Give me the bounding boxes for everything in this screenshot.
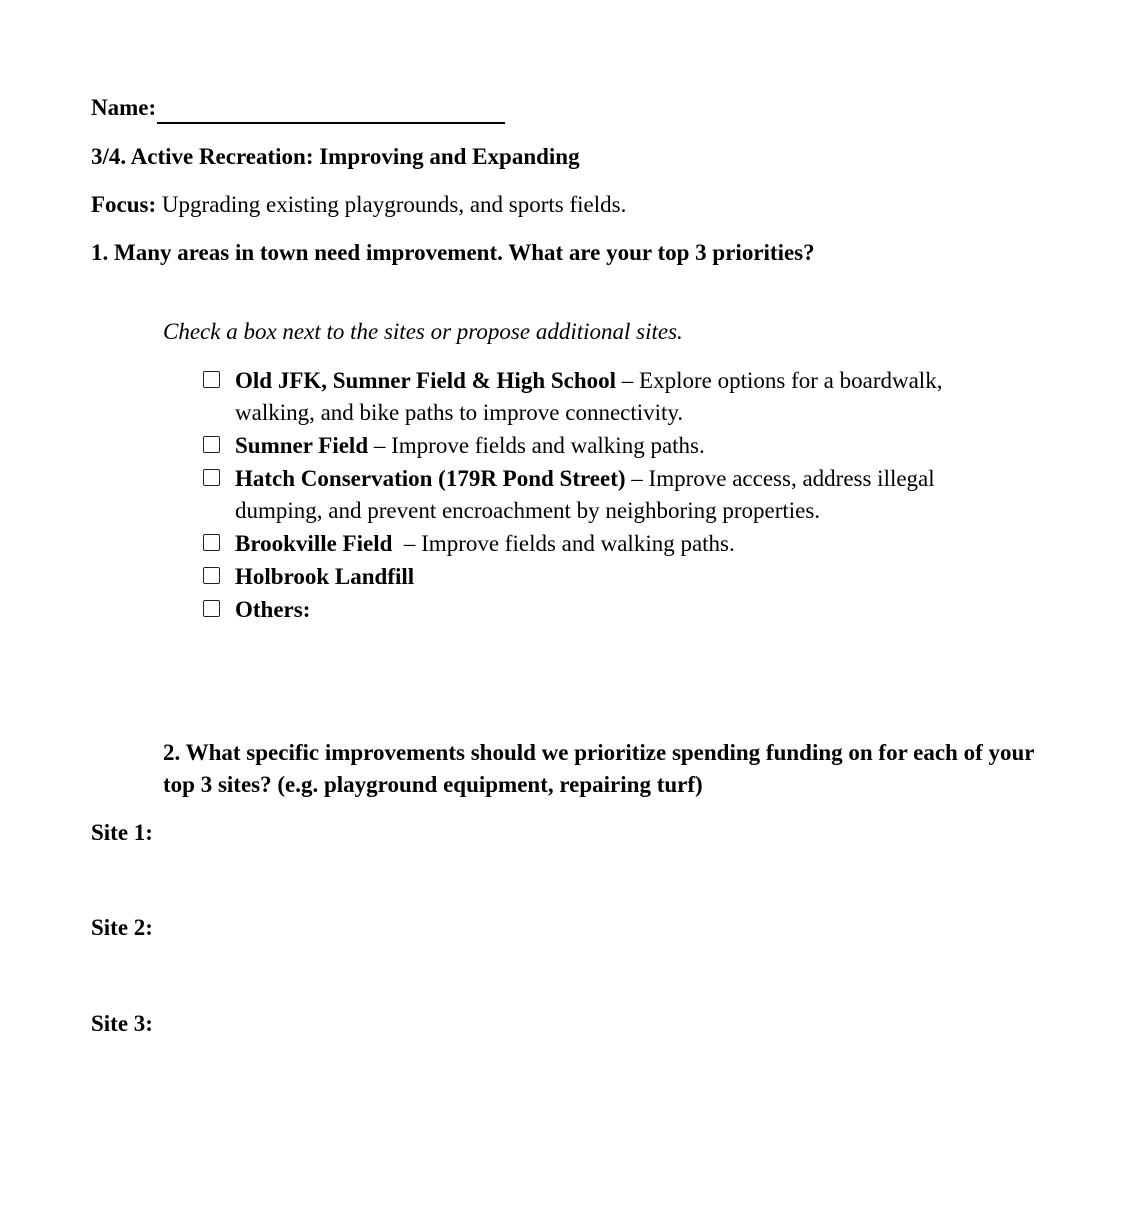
question-1: 1. Many areas in town need improvement. What are your top 3 priorities?: [91, 240, 815, 265]
option-description: – Improve access, address illegal dumping, and prevent encroachment by neighboring properties.: [235, 466, 935, 523]
option-hatch-conservation: [201, 463, 1001, 527]
name-label: Name:: [91, 95, 157, 120]
name-field-row: [91, 92, 505, 124]
name-input-line[interactable]: [157, 96, 505, 124]
option-brookville-field: [201, 528, 1001, 560]
site-options-list: [201, 365, 1001, 627]
option-title: Others:: [235, 597, 311, 622]
option-description: – Improve fields and walking paths.: [392, 531, 735, 556]
option-description: – Explore options for a boardwalk, walking, and bike paths to improve connectivity.: [235, 368, 943, 425]
focus-label: Focus:: [91, 192, 157, 217]
option-sumner-field: [201, 430, 1001, 462]
option-old-jfk: [201, 365, 1001, 429]
focus-line: [91, 189, 626, 221]
option-title: Hatch Conservation (179R Pond Street): [235, 466, 626, 491]
checkbox[interactable]: [203, 371, 220, 388]
question-2: 2. What specific improvements should we prioritize spending funding on for each of your top 3 sites? (e.g. playground equipment, repairing turf): [163, 740, 1035, 797]
site-3-label: Site 3:: [91, 1011, 153, 1036]
checkbox[interactable]: [203, 534, 220, 551]
checkbox[interactable]: [203, 469, 220, 486]
section-title: 3/4. Active Recreation: Improving and Expanding: [91, 144, 580, 169]
focus-text: Upgrading existing playgrounds, and sports fields.: [156, 192, 627, 217]
option-title: Old JFK, Sumner Field & High School: [235, 368, 617, 393]
option-title: Brookville Field: [235, 531, 393, 556]
site-1-label: Site 1:: [91, 820, 153, 845]
site-2-label: Site 2:: [91, 915, 153, 940]
instruction-text: Check a box next to the sites or propose additional sites.: [163, 319, 683, 344]
checkbox[interactable]: [203, 600, 220, 617]
option-title: Sumner Field: [235, 433, 369, 458]
checkbox[interactable]: [203, 436, 220, 453]
option-title: Holbrook Landfill: [235, 564, 415, 589]
option-holbrook-landfill: [201, 561, 1001, 593]
checkbox[interactable]: [203, 567, 220, 584]
option-description: – Improve fields and walking paths.: [368, 433, 705, 458]
option-others: [201, 594, 1001, 626]
